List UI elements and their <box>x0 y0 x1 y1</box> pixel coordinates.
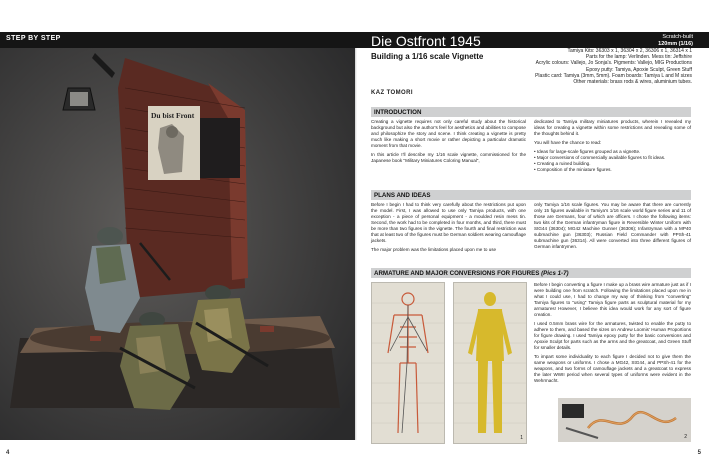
spec-line: Plastic card: Tamiya (3mm, 5mm). Foam boards: Tamiya L and M sizes <box>535 72 692 79</box>
paragraph: Before I begin converting a figure I make up a brass wire armature just as if I were building one from scratch. Following the limitations placed upon me in what I could use, I had to change my way of thinking from "converting" Tamiya figures to "using" Tamiya figure parts as sculptural material for my armatures! However, I believe this idea would work for any sort of figure creation. <box>534 282 691 317</box>
intro-column-right <box>534 119 691 176</box>
figure-number: 1 <box>520 435 523 441</box>
paragraph: The major problem was the limitations placed upon me to use <box>371 247 497 252</box>
paragraph: Before I begin I had to think very carefully about the restrictions put upon the model. First, I was allowed to use only Tamiya products, with one exception - a piece of personal equipment - a moulded resin mess tin. Second, the work had to be completed in four months, and third, there must be more than two figures in the vignette. The fourth and final restriction was that at least two of the figures must be German soldiers wearing camouflage jackets. <box>371 202 526 243</box>
article-subtitle: Building a 1/16 scale Vignette <box>371 52 484 61</box>
armature-column <box>534 282 691 387</box>
paragraph: To impart some individuality to each figure I decided not to give them the same weapons or uniforms. I chose a MG42, StG44, and PPSh-41 for the weapons, and two forms of camouflage jackets and a greatcoat to express the later WWII period when several types of uniforms were evident in the Wehrmacht. <box>534 354 691 383</box>
paragraph: only Tamiya 1/16 scale figures. You may be aware that there are currently only 15 figures available in Tamiya's 1/16 scale world figure series and 11 of those are Germans, four of which are officers. I chose the following items: two kits of the German infantryman figure in Reversible Winter Uniform with StG44 (36304); MG42 Machine Gunner (36306); Infantryman with a MP40 submachine gun (36303); Russian Field Commander with PPSh-41 submachine gun (36314). All were converted into three different figures of German infantrymen. <box>534 202 691 249</box>
plans-column-right <box>534 202 691 253</box>
bullet-list <box>534 149 691 173</box>
scale-badge <box>658 34 693 48</box>
list-item: • Creating a ruined building. <box>534 161 591 166</box>
page-number-right: 5 <box>697 450 701 456</box>
intro-column-left <box>371 119 526 167</box>
paragraph: dedicated to Tamiya military miniatures products, wherein I revealed my ideas for creating a vignette within some restrictions and revealing some of the thoughts behind it. <box>534 119 691 136</box>
spec-line: Epoxy putty: Tamiya, Apoxie Sculpt, Green Stuff <box>586 66 692 73</box>
spec-line: Acrylic colours: Vallejo, Jo Sonja's. Pigments: Vallejo, MIG Productions <box>535 60 692 67</box>
poster-text: Du bist Front <box>151 111 195 120</box>
spec-line: Tamiya Kits: 36303 x 1, 36304 x 2, 36306 x 1, 36314 x 1 <box>567 48 692 54</box>
paragraph: You will have the chance to read: <box>534 140 602 145</box>
spec-line: Parts for the lamp: Verlinden. Mess tin: Jeffshire <box>585 54 692 61</box>
section-label: STEP BY STEP <box>6 35 61 42</box>
wire-tools-photo <box>558 398 691 442</box>
badge-line-2: 120mm (1/16) <box>658 41 693 47</box>
section-heading-armature: ARMATURE AND MAJOR CONVERSIONS FOR FIGURES (Pics 1-7) <box>371 268 691 278</box>
section-heading-intro: INTRODUCTION <box>371 107 691 117</box>
materials-list <box>362 48 692 85</box>
list-item: • Ideas for large-scale figures grouped as a vignette. <box>534 149 641 154</box>
page-gutter <box>355 48 357 440</box>
page-number-left: 4 <box>6 450 10 456</box>
header-bar <box>0 32 709 48</box>
badge-line-1: Scratch-built <box>662 34 693 40</box>
plans-column-left <box>371 202 526 256</box>
list-item: • Composition of the miniature figures. <box>534 167 612 172</box>
author-name: KAZ TOMORI <box>371 90 413 96</box>
spec-line: Other materials: brass rods & wires, aluminium tubes. <box>573 79 692 86</box>
paragraph: In this article I'll describe my 1/16 scale vignette, commissioned for the Japanese book "Military Miniatures Coloring Manual", <box>371 152 526 163</box>
paragraph: Creating a vignette requires not only careful study about the historical background but also the author's feel for aesthetics and abilities to compose and philosophize the story and scene. I think creating a vignette is pretty much like making a short movie or rather depicting a particular dramatic moment from that movie. <box>371 119 526 148</box>
list-item: • Major conversions of commercially available figures to fit ideas. <box>534 155 666 160</box>
article-title: Die Ostfront 1945 <box>371 33 481 49</box>
section-heading-plans: PLANS AND IDEAS <box>371 190 691 200</box>
putty-armature-photo <box>453 282 527 444</box>
armature-drawing-photo <box>371 282 445 444</box>
diorama-photo <box>0 48 355 440</box>
figure-number: 2 <box>684 434 687 440</box>
paragraph: I used 0.5mm brass wire for the armatures, twisted to enable the putty to adhere to them, and based the sizes on Andrew Loomis' Human Proportions for figure drawing. I used Tamiya epoxy putty for the basic conversions and Apoxie Sculpt for parts such as the arms and the greatcoat, and Green Stuff for smaller details. <box>534 321 691 350</box>
